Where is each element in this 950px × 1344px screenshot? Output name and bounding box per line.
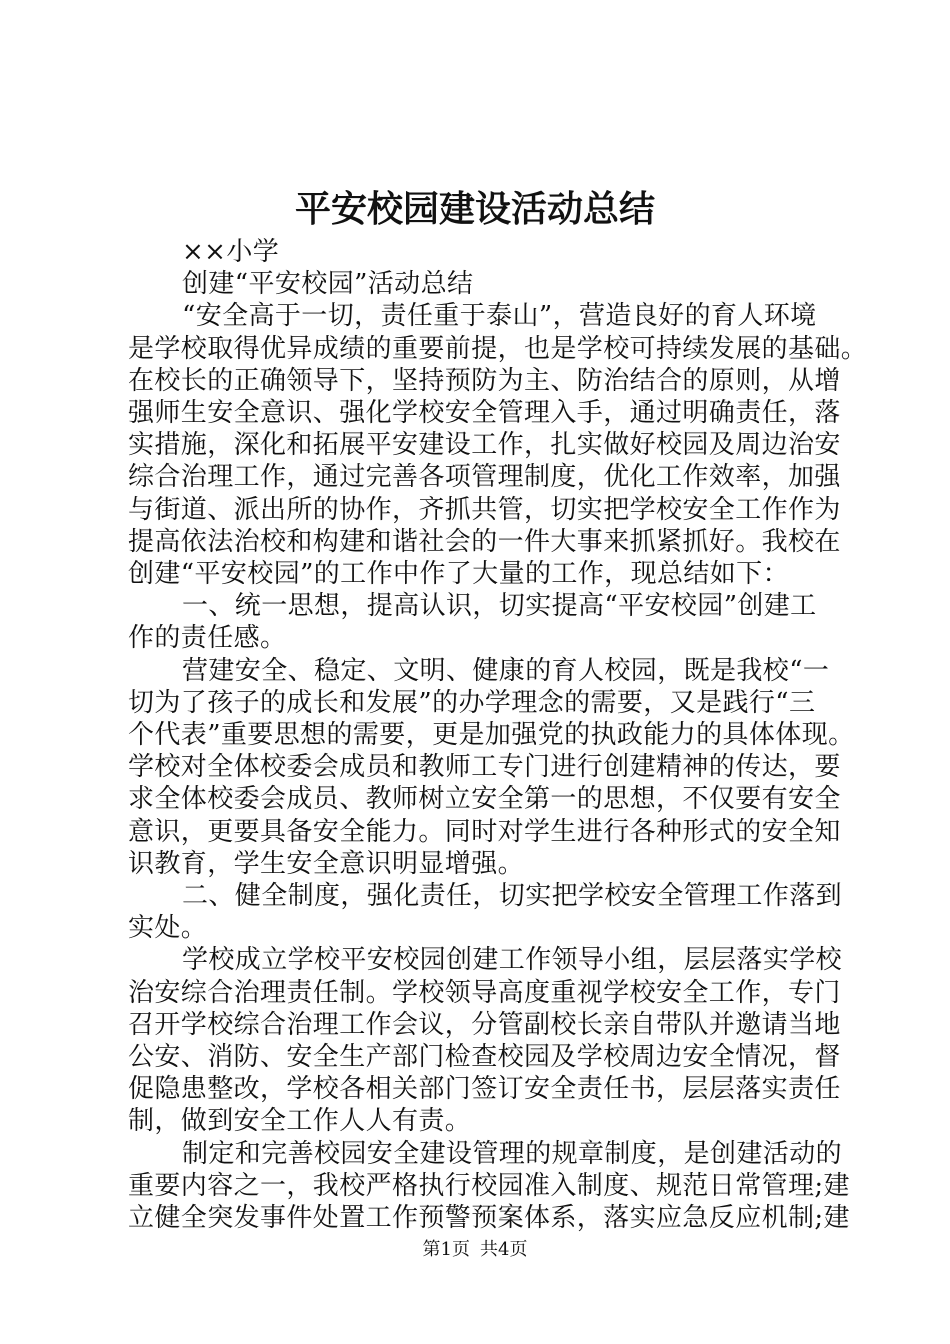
page-footer (0, 1238, 950, 1262)
document-title: 平安校园建设活动总结 (294, 188, 655, 230)
text-line: 制定和完善校园安全建设管理的规章制度，是创建活动的 (182, 1138, 843, 1169)
text-line: 促隐患整改，学校各相关部门签订安全责任书，层层落实责任 (128, 1074, 841, 1105)
text-line: 治安综合治理责任制。学校领导高度重视学校安全工作，专门 (128, 977, 841, 1008)
text-line: 召开学校综合治理工作会议，分管副校长亲自带队并邀请当地 (128, 1009, 841, 1040)
text-line: 是学校取得优异成绩的重要前提，也是学校可持续发展的基础。 (128, 333, 868, 364)
text-line: 营建安全、稳定、文明、健康的育人校园，既是我校“一 (182, 655, 830, 686)
text-line: ××小学 (182, 237, 280, 267)
text-line: 在校长的正确领导下，坚持预防为主、防治结合的原则，从增 (128, 365, 841, 396)
text-line: 意识，更要具备安全能力。同时对学生进行各种形式的安全知 (128, 816, 841, 847)
text-line: 强师生安全意识、强化学校安全管理入手，通过明确责任，落 (128, 398, 841, 429)
text-line: 创建“平安校园”的工作中作了大量的工作，现总结如下： (128, 559, 789, 590)
text-line: 提高依法治校和构建和谐社会的一件大事来抓紧抓好。我校在 (128, 526, 841, 557)
text-line: 实措施，深化和拓展平安建设工作，扎实做好校园及周边治安 (128, 430, 841, 461)
text-line: 作的责任感。 (128, 623, 287, 654)
text-line: 创建“平安校园”活动总结 (182, 269, 474, 300)
text-line: 与街道、派出所的协作，齐抓共管，切实把学校安全工作作为 (128, 494, 841, 525)
text-line: 制，做到安全工作人人有责。 (128, 1106, 472, 1137)
text-line: 识教育，学生安全意识明显增强。 (128, 848, 525, 879)
text-line: 实处。 (128, 913, 208, 944)
document-body (128, 236, 868, 1234)
text-line: 综合治理工作，通过完善各项管理制度，优化工作效率，加强 (128, 462, 841, 493)
page-number: 第1页 (422, 1239, 470, 1260)
total-pages: 共4页 (480, 1239, 528, 1260)
text-line: 重要内容之一，我校严格执行校园准入制度、规范日常管理;建 (128, 1170, 850, 1201)
text-line: 公安、消防、安全生产部门检查校园及学校周边安全情况，督 (128, 1042, 841, 1073)
text-line: “安全高于一切，责任重于泰山”，营造良好的育人环境 (182, 301, 817, 332)
text-line: 个代表”重要思想的需要，更是加强党的执政能力的具体体现。 (128, 720, 855, 751)
text-line: 学校对全体校委会成员和教师工专门进行创建精神的传达，要 (128, 752, 841, 783)
text-line: 一、统一思想，提高认识，切实提高“平安校园”创建工 (182, 591, 817, 622)
text-line: 立健全突发事件处置工作预警预案体系，落实应急反应机制;建 (128, 1203, 850, 1234)
text-line: 二、健全制度，强化责任，切实把学校安全管理工作落到 (182, 881, 843, 912)
text-line: 学校成立学校平安校园创建工作领导小组，层层落实学校 (182, 945, 843, 976)
text-line: 切为了孩子的成长和发展”的办学理念的需要，又是践行“三 (128, 687, 816, 718)
text-line: 求全体校委会成员、教师树立安全第一的思想，不仅要有安全 (128, 784, 841, 815)
